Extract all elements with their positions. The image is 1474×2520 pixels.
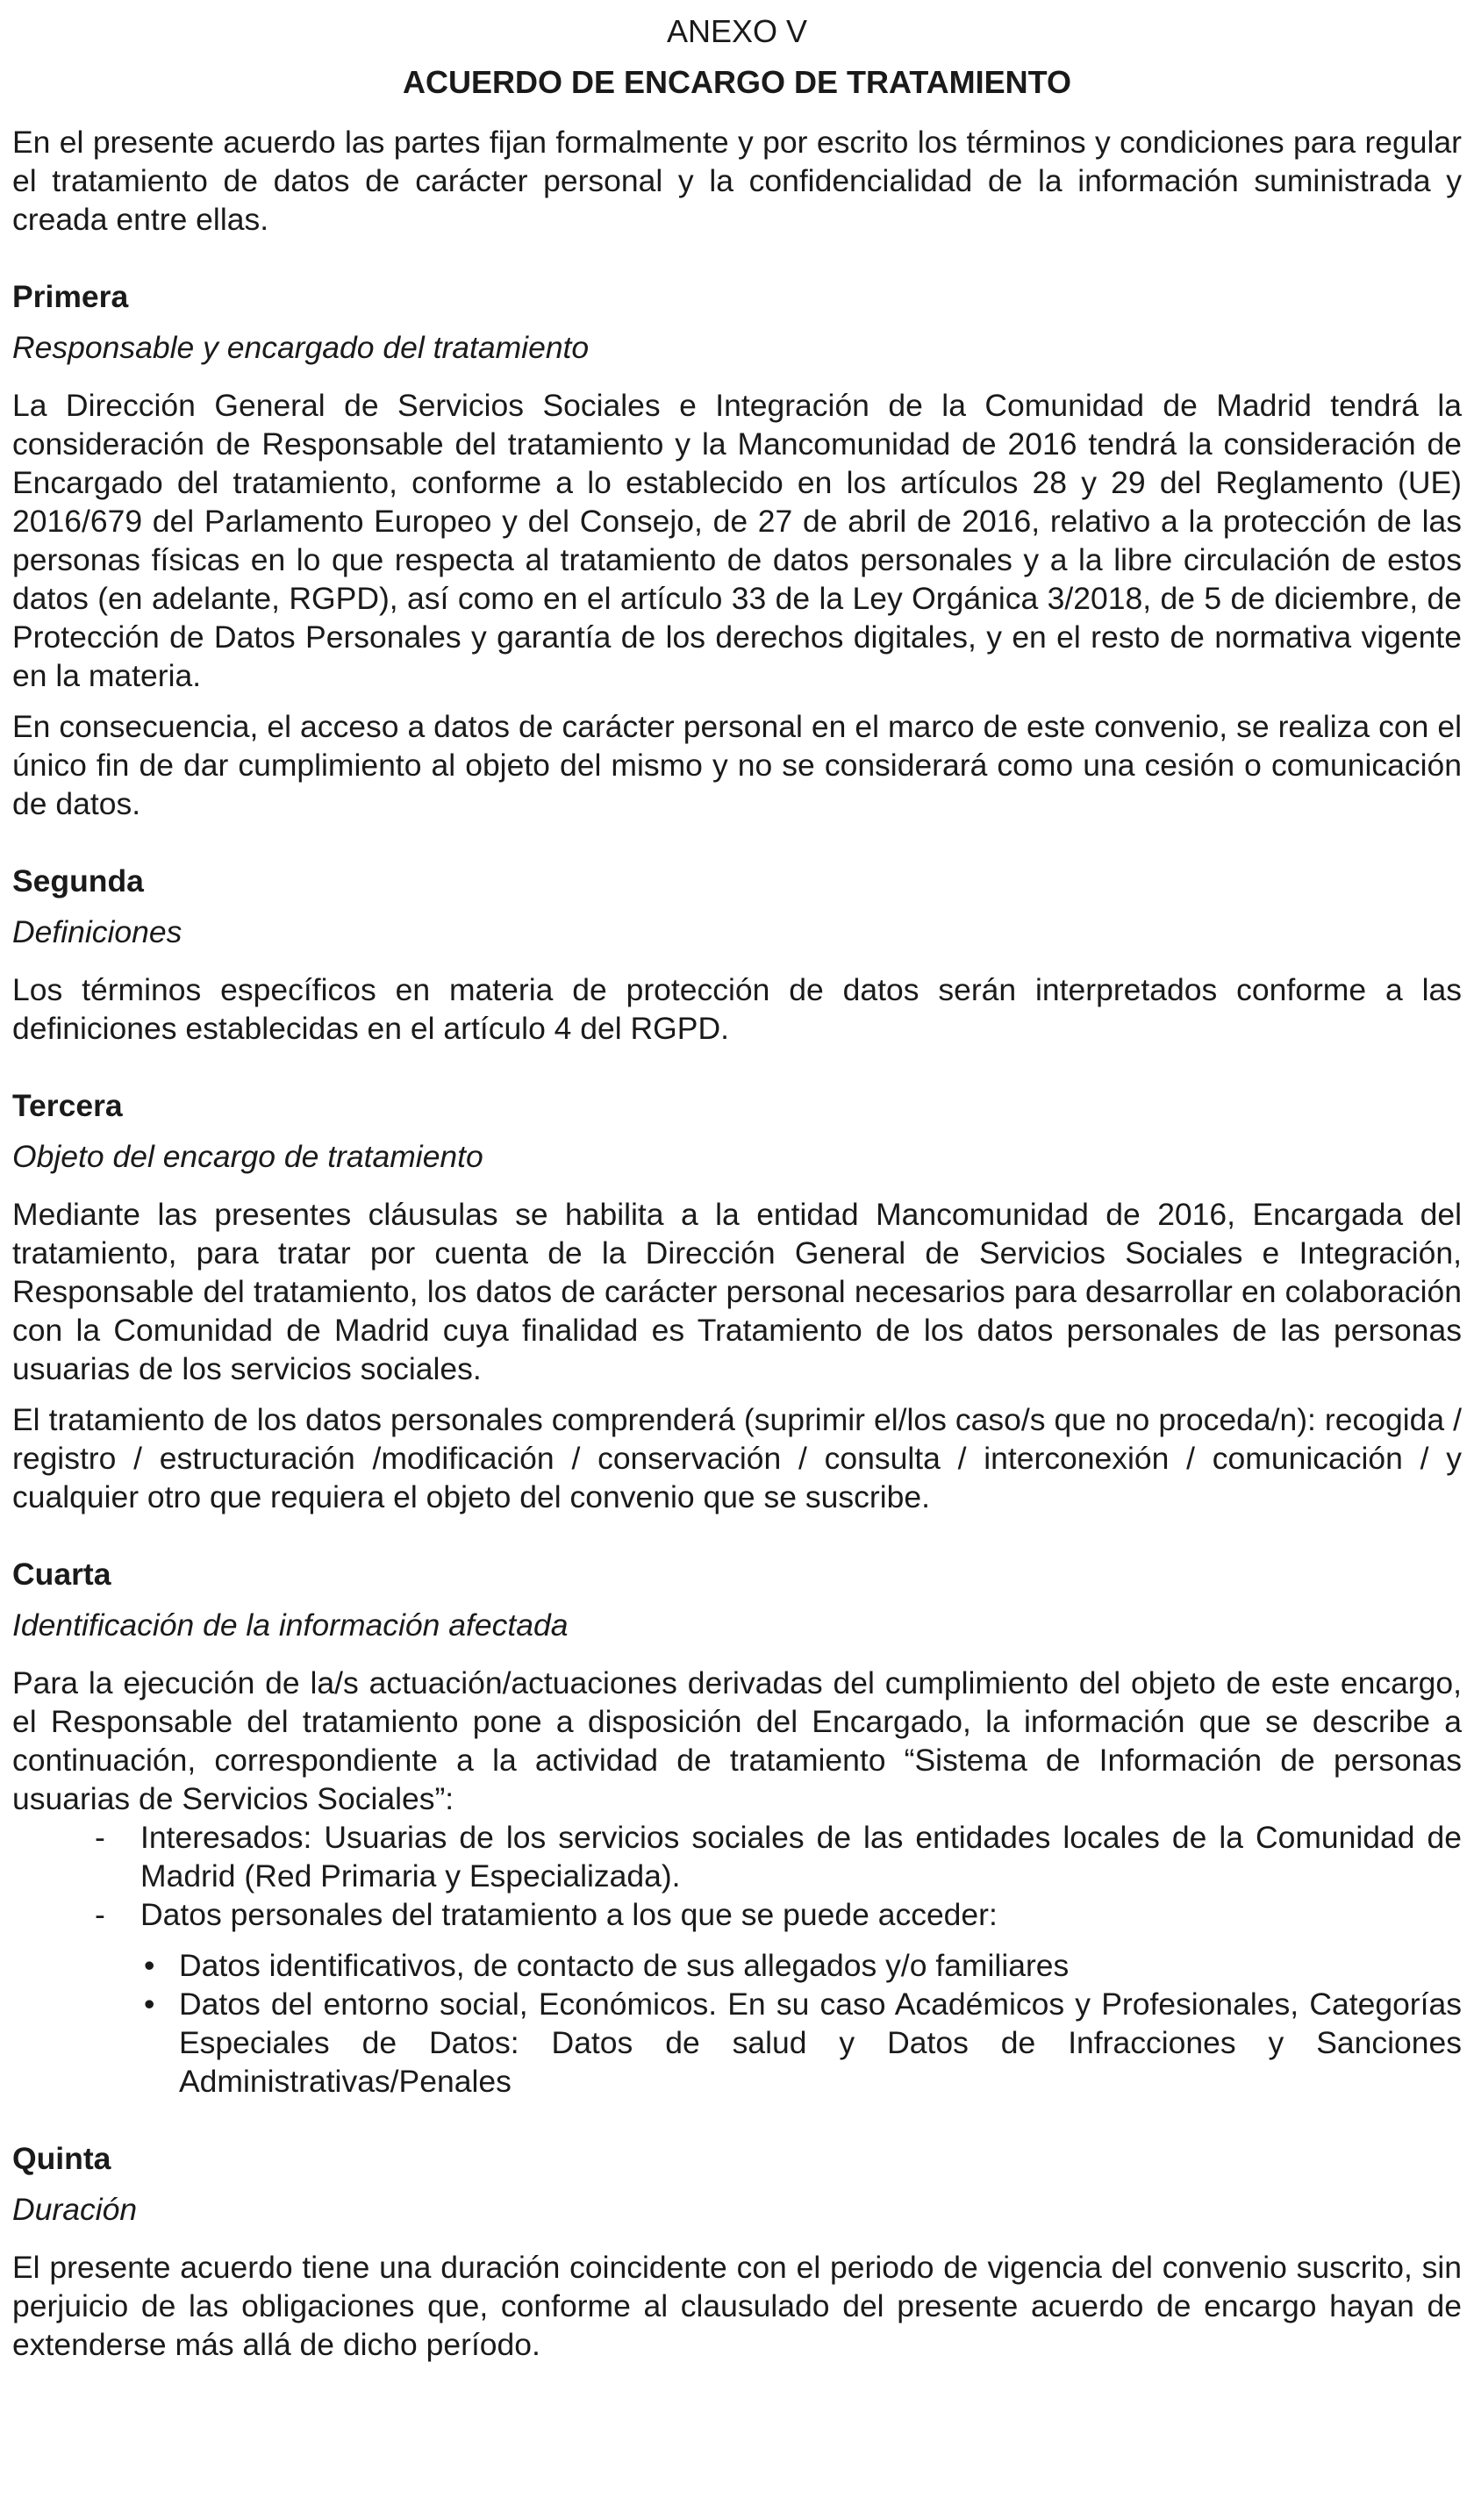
clause-paragraph: Para la ejecución de la/s actuación/actuaciones derivadas del cumplimiento del objeto de este encargo, el Responsable del tratamiento pone a disposición del Encargado, la información que se describe a continuación, correspondiente a la actividad de tratamiento “Sistema de Información de personas usuarias de Servicios Sociales”: (12, 1665, 1462, 1816)
clause-heading: Tercera (12, 1088, 123, 1123)
clause-heading: Primera (12, 279, 129, 314)
clause-paragraph: En consecuencia, el acceso a datos de carácter personal en el marco de este convenio, se realiza con el único fin de dar cumplimiento al objeto del mismo y no se considerará como una cesión o comunicación de datos. (12, 709, 1462, 821)
annex-label: ANEXO V (666, 13, 808, 49)
clause-heading: Segunda (12, 863, 144, 898)
clause-subtitle: Responsable y encargado del tratamiento (12, 330, 590, 365)
document-page (12, 12, 1462, 2364)
clause-subtitle: Identificación de la información afectada (12, 1607, 569, 1643)
intro-paragraph: En el presente acuerdo las partes fijan formalmente y por escrito los términos y condiciones para regular el tratamiento de datos de carácter personal y la confidencialidad de la información suministrada y creada entre ellas. (12, 125, 1462, 237)
clause-subtitle: Objeto del encargo de tratamiento (12, 1139, 483, 1174)
clause-segunda (12, 862, 1462, 1048)
clause-paragraph: Los términos específicos en materia de protección de datos serán interpretados conforme a las definiciones establecidas en el artículo 4 del RGPD. (12, 972, 1462, 1046)
clause-subtitle: Definiciones (12, 914, 182, 949)
clause-quinta (12, 2139, 1462, 2364)
clause-cuarta (12, 1555, 1462, 2101)
bullet-list (12, 1946, 1462, 2101)
clause-paragraph: La Dirección General de Servicios Sociales e Integración de la Comunidad de Madrid tendrá la consideración de Responsable del tratamiento y la Mancomunidad de 2016 tendrá la consideración de Encargado del tratamiento, conforme a lo establecido en los artículos 28 y 29 del Reglamento (UE) 2016/679 del Parlamento Europeo y del Consejo, de 27 de abril de 2016, relativo a la protección de las personas físicas en lo que respecta al tratamiento de datos personales y a la libre circulación de estos datos (en adelante, RGPD), así como en el artículo 33 de la Ley Orgánica 3/2018, de 5 de diciembre, de Protección de Datos Personales y garantía de los derechos digitales, y en el resto de normativa vigente en la materia. (12, 388, 1462, 693)
clause-paragraph: Mediante las presentes cláusulas se habilita a la entidad Mancomunidad de 2016, Encargada del tratamiento, para tratar por cuenta de la Dirección General de Servicios Sociales e Integración, Responsable del tratamiento, los datos de carácter personal necesarios para desarrollar en colaboración con la Comunidad de Madrid cuya finalidad es Tratamiento de los datos personales de las personas usuarias de los servicios sociales. (12, 1197, 1462, 1386)
clause-primera (12, 277, 1462, 823)
clause-paragraph: El tratamiento de los datos personales comprenderá (suprimir el/los caso/s que no proceda/n): recogida / registro / estructuración /modificación / conservación / consulta / interconexión / comunicación / y cualquier otro que requiera el objeto del convenio que se suscribe. (12, 1402, 1462, 1514)
document-title: ACUERDO DE ENCARGO DE TRATAMIENTO (402, 64, 1071, 100)
clause-subtitle: Duración (12, 2192, 138, 2227)
clause-tercera (12, 1086, 1462, 1516)
clause-heading: Cuarta (12, 1557, 111, 1592)
bullet-list-item: • Datos identificativos, de contacto de sus allegados y/o familiares (12, 1946, 1462, 1985)
clause-heading: Quinta (12, 2141, 111, 2176)
bullet-list-item: • Datos del entorno social, Económicos. En su caso Académicos y Profesionales, Categorías Especiales de Datos: Datos de salud y Datos de Infracciones y Sanciones Administrativas/Penales (12, 1985, 1462, 2101)
dash-list-item: - Datos personales del tratamiento a los que se puede acceder: (12, 1895, 1462, 1934)
dash-list-item: - Interesados: Usuarias de los servicios sociales de las entidades locales de la Comunidad de Madrid (Red Primaria y Especializada). (12, 1818, 1462, 1895)
dash-list (12, 1818, 1462, 1934)
clause-paragraph: El presente acuerdo tiene una duración coincidente con el periodo de vigencia del convenio suscrito, sin perjuicio de las obligaciones que, conforme al clausulado del presente acuerdo de encargo hayan de extenderse más allá de dicho período. (12, 2250, 1462, 2362)
